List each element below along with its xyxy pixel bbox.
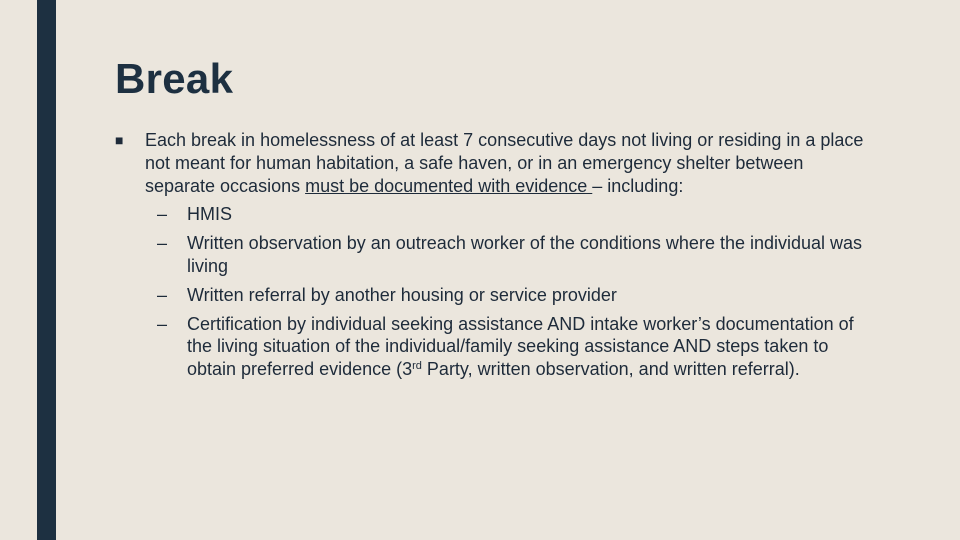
sub-item-written-referral bbox=[157, 284, 875, 307]
bullet-text bbox=[145, 130, 863, 196]
bullet-text-start: Each break in homelessness of at least 7 consecutive days not living or residing in a place not meant for human habitation, a safe haven, or in an emergency shelter between separate occasions bbox=[145, 130, 864, 196]
dash-icon: – bbox=[157, 313, 168, 334]
slide-title: Break bbox=[115, 55, 234, 102]
sub-item-written-observation bbox=[157, 232, 875, 278]
dash-icon: – bbox=[157, 284, 168, 305]
sub-item-certification bbox=[157, 313, 875, 381]
slide-content bbox=[115, 129, 875, 387]
dash-icon: – bbox=[157, 233, 168, 254]
main-bullet bbox=[115, 129, 875, 197]
sub-item-hmis bbox=[157, 203, 875, 226]
sub-item-text-end: Party, written observation, and written referral). bbox=[421, 359, 800, 380]
ordinal-superscript: rd bbox=[412, 360, 422, 373]
dash-icon: – bbox=[157, 204, 168, 225]
sub-list bbox=[115, 203, 875, 381]
sub-item-text bbox=[187, 314, 854, 380]
bullet-text-underlined: must be documented with evidence bbox=[305, 175, 593, 196]
sub-item-text: Written referral by another housing or service provider bbox=[187, 284, 617, 305]
bullet-text-end: – including: bbox=[592, 175, 684, 196]
sub-item-text-start: Certification by individual seeking assistance AND intake worker’s documentation of the living situation of the individual/family seeking assistance AND steps taken to obtain preferred evidence (3 bbox=[187, 313, 854, 380]
side-accent-bar bbox=[37, 0, 56, 540]
sub-item-text: HMIS bbox=[187, 204, 232, 225]
square-bullet-icon: ■ bbox=[115, 132, 124, 148]
sub-item-text: Written observation by an outreach worker of the conditions where the individual was living bbox=[187, 233, 863, 276]
